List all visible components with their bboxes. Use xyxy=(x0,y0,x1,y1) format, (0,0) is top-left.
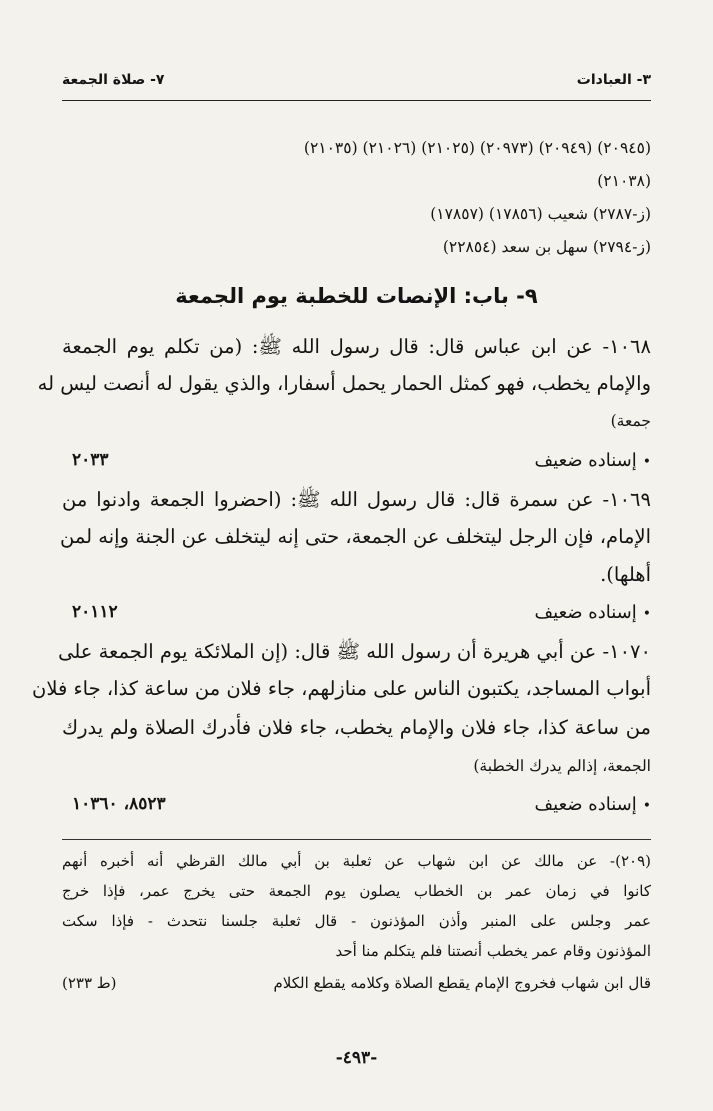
footnote-line xyxy=(62,974,651,992)
running-header xyxy=(62,72,651,94)
grade-row xyxy=(62,602,651,623)
hadith-line: الإمام، فإن الرجل ليتخلف عن الجمعة، حتى إنه ليتخلف عن الجنة وإنه لمن xyxy=(60,525,651,548)
hadith-line: جمعة) xyxy=(610,412,651,430)
grade-text: إسناده ضعيف xyxy=(534,450,637,471)
hadith-line: ١٠٦٩- عن سمرة قال: قال رسول الله ﷺ: (احضروا الجمعة وادنوا من xyxy=(62,488,651,511)
grade-number: ٨٥٢٣، ١٠٣٦٠ xyxy=(72,794,166,814)
footnote-reference: (ط ٢٣٣) xyxy=(62,974,117,992)
grade-number: ٢٠١١٢ xyxy=(72,602,118,622)
hadith-line: ١٠٦٨- عن ابن عباس قال: قال رسول الله ﷺ: (من تكلم يوم الجمعة xyxy=(62,335,651,358)
footnote-rule xyxy=(62,839,651,840)
hadith-line: الجمعة، إذالم يدرك الخطبة) xyxy=(473,757,651,775)
grade-number: ٢٠٣٣ xyxy=(72,450,109,470)
header-rule xyxy=(62,100,651,101)
hadith-line: من ساعة كذا، جاء فلان والإمام يخطب، جاء فلان فأدرك الصلاة ولم يدرك xyxy=(62,716,651,739)
bullet-icon: • xyxy=(642,606,651,622)
header-chapter: ٧- صلاة الجمعة xyxy=(62,72,165,88)
hadith-line: أهلها). xyxy=(600,563,651,586)
cross-ref-line: (٢١٠٣٨) xyxy=(597,172,651,190)
header-section: ٣- العبادات xyxy=(576,72,651,88)
cross-ref-line: (٢٠٩٤٥) (٢٠٩٤٩) (٢٠٩٧٣) (٢١٠٢٥) (٢١٠٢٦) (٢١٠٣٥) xyxy=(303,139,651,157)
hadith-line: والإمام يخطب، فهو كمثل الحمار يحمل أسفارا، والذي يقول له أنصت ليس له xyxy=(37,372,651,395)
footnote-line: المؤذنون وقام عمر يخطب أنصتنا فلم يتكلم منا أحد xyxy=(335,942,651,960)
footnote-line: كانوا في زمان عمر بن الخطاب يصلون يوم الجمعة حتى يخرج عمر، فإذا خرج xyxy=(62,882,651,900)
footnote-text: قال ابن شهاب فخروج الإمام يقطع الصلاة وكلامه يقطع الكلام xyxy=(273,974,651,992)
footnote-line: عمر وجلس على المنبر وأذن المؤذنون - قال ثعلبة جلسنا نتحدث - فإذا سكت xyxy=(62,912,651,930)
page-number: -٤٩٣- xyxy=(335,1048,378,1068)
footnote-line: (٢٠٩)- عن مالك عن ابن شهاب عن ثعلبة بن أبي مالك القرظي أنه أخبره أنهم xyxy=(62,852,651,870)
hadith-line: ١٠٧٠- عن أبي هريرة أن رسول الله ﷺ قال: (إن الملائكة يوم الجمعة على xyxy=(58,640,651,663)
cross-ref-line: (ز-٢٧٨٧) شعيب (١٧٨٥٦) (١٧٨٥٧) xyxy=(430,205,651,223)
grade-row xyxy=(62,794,651,815)
hadith-line: أبواب المساجد، يكتبون الناس على منازلهم، جاء فلان من ساعة كذا، جاء فلان xyxy=(32,677,651,700)
bullet-icon: • xyxy=(642,798,651,814)
cross-ref-line: (ز-٢٧٩٤) سهل بن سعد (٢٢٨٥٤) xyxy=(442,238,651,256)
grade-text: إسناده ضعيف xyxy=(534,602,637,623)
grade-row xyxy=(62,450,651,471)
bullet-icon: • xyxy=(642,454,651,470)
grade-text: إسناده ضعيف xyxy=(534,794,637,815)
chapter-title: ٩- باب: الإنصات للخطبة يوم الجمعة xyxy=(175,284,538,308)
